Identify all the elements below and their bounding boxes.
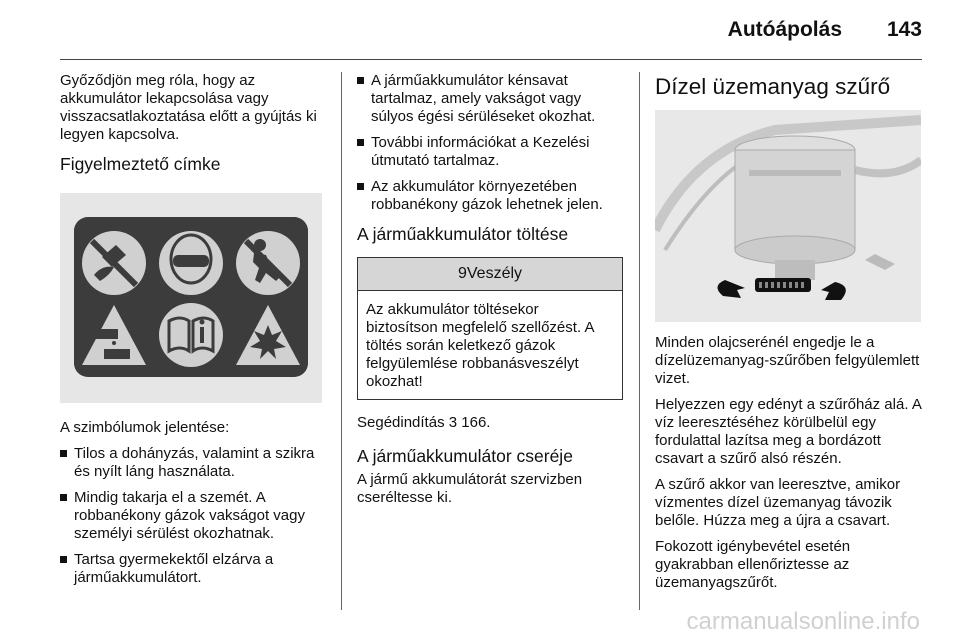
column-2: [357, 72, 623, 515]
danger-box: [357, 257, 623, 400]
warning-symbols-sticker: [74, 217, 308, 377]
diesel-filter-image: [655, 110, 921, 322]
symbol-meaning-list-continued: [357, 72, 623, 214]
page-number: 143: [886, 18, 922, 41]
paragraph: A szűrő akkor van leeresztve, amikor vízmentes dízel üzemanyag távozik belőle. Húzza meg a újra a csavart.: [655, 476, 901, 529]
section-heading-diesel-filter: Dízel üzemanyag szűrő: [655, 74, 891, 99]
paragraph: Helyezzen egy edényt a szűrőház alá. A víz leeresztéséhez körülbelül egy fordulattal lazítsa meg a bordázott csavart a szűrő alsó részén.: [655, 396, 922, 467]
symbol-meaning-list: [60, 445, 326, 587]
list-item: Tilos a dohányzás, valamint a szikra és nyílt láng használata.: [60, 445, 326, 481]
keep-children-away-icon: [236, 231, 300, 295]
danger-title: Veszély: [466, 265, 523, 282]
warning-label-image: [60, 193, 322, 403]
bullet-icon: [60, 494, 67, 501]
jump-start-reference: Segédindítás 3 166.: [357, 414, 491, 431]
danger-symbol: 9: [457, 265, 467, 282]
replacement-text: A jármű akkumulátorát szervizben cseréltesse ki.: [357, 471, 583, 506]
bullet-icon: [60, 450, 67, 457]
bullet-icon: [357, 183, 364, 190]
eye-protection-icon: [159, 231, 223, 295]
list-item: További információkat a Kezelési útmutató tartalmaz.: [357, 134, 623, 170]
bullet-icon: [60, 556, 67, 563]
list-item: Mindig takarja el a szemét. A robbanékony gázok vakságot vagy személyi sérülést okozhatnak.: [60, 489, 326, 543]
intro-paragraph: Győződjön meg róla, hogy az akkumulátor lekapcsolása vagy visszacsatlakoztatása előtt a gyújtás ki legyen kapcsolva.: [60, 72, 317, 143]
paragraph: Fokozott igénybevétel esetén gyakrabban ellenőriztesse az üzemanyagszűrőt.: [655, 538, 851, 591]
diesel-filter-illustration: [655, 110, 921, 322]
reference-symbol: 3: [448, 414, 458, 431]
danger-header: [358, 258, 622, 291]
section-heading-replacement: A járműakkumulátor cseréje: [357, 446, 573, 466]
list-item: Tartsa gyermekektől elzárva a járműakkumulátort.: [60, 551, 326, 587]
page-header: [0, 0, 960, 56]
column-1: [60, 72, 326, 595]
section-heading-warning-label: Figyelmeztető címke: [60, 154, 221, 174]
watermark: carmanualsonline.info: [686, 608, 920, 635]
list-item: A járműakkumulátor kénsavat tartalmaz, amely vakságot vagy súlyos égési sérüléseket okozhat.: [357, 72, 623, 126]
bullet-icon: [357, 77, 364, 84]
section-heading-charging: A járműakkumulátor töltése: [357, 224, 569, 244]
bullet-icon: [357, 139, 364, 146]
column-divider: [341, 72, 342, 610]
danger-text: Az akkumulátor töltésekor biztosítson megfelelő szellőzést. A töltés során keletkező gázok felgyülemlése robbanásveszélyt okozhat!: [366, 301, 594, 390]
page-reference: 166.: [461, 414, 491, 431]
no-smoking-icon: [82, 231, 146, 295]
list-item: Az akkumulátor környezetében robbanékony gázok lehetnek jelen.: [357, 178, 623, 214]
chapter-title: Autóápolás: [727, 18, 842, 41]
header-divider: [60, 59, 922, 60]
column-divider: [639, 72, 640, 610]
read-manual-icon: [159, 303, 223, 367]
column-3: [655, 72, 923, 600]
symbols-intro: A szimbólumok jelentése:: [60, 419, 230, 436]
paragraph: Minden olajcserénél engedje le a dízelüzemanyag-szűrőben felgyülemlett vizet.: [655, 334, 920, 387]
